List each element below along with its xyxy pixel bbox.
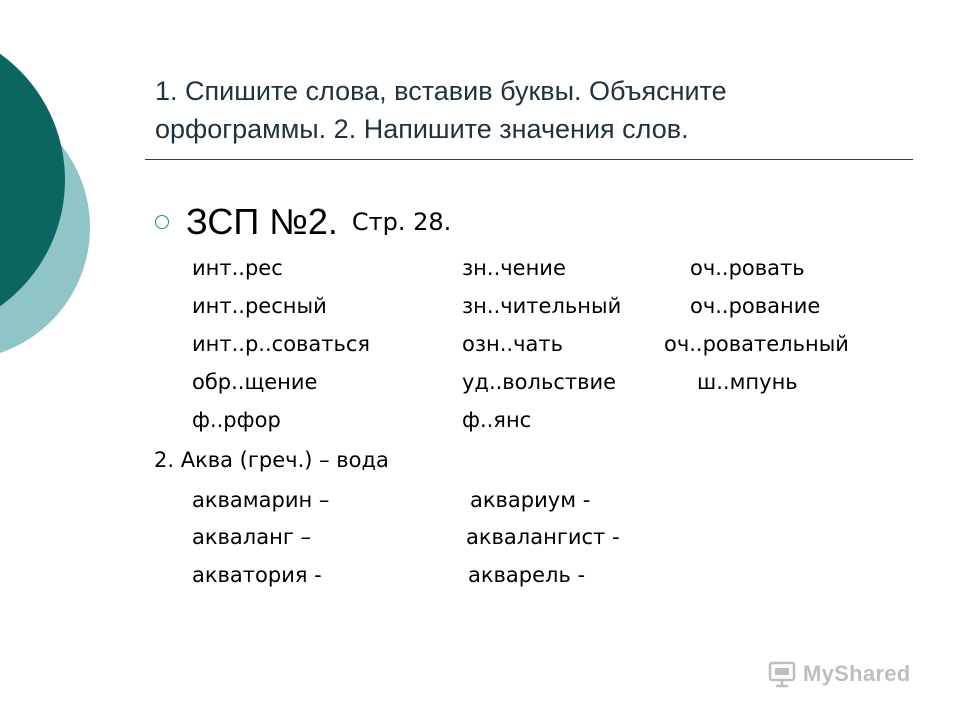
circle-bullet-icon (155, 215, 169, 229)
word-col3-row1: оч..ровать (690, 256, 805, 280)
aqua-col2-row1: аквариум - (470, 488, 591, 512)
word-col1-row5: ф..рфор (192, 408, 281, 432)
word-col2-row5: ф..янс (462, 408, 532, 432)
presentation-icon (767, 659, 797, 689)
watermark-text: MyShared (803, 661, 911, 686)
heading-page: Стр. 28. (351, 208, 452, 236)
aqua-col1-row3: акватория - (192, 563, 322, 587)
word-col3-row3: оч..ровательный (664, 332, 849, 356)
aqua-col1-row1: аквамарин – (192, 488, 330, 512)
section2-title: 2. Аква (греч.) – вода (154, 448, 389, 472)
aqua-col2-row2: аквалангист - (466, 525, 620, 549)
word-col3-row2: оч..рование (690, 294, 821, 318)
word-col2-row2: зн..чительный (462, 294, 622, 318)
title-divider (145, 159, 913, 160)
slide-title-line-1: 1. Спишите слова, вставив буквы. Объясните (155, 76, 727, 106)
word-col2-row3: озн..чать (462, 332, 563, 356)
word-col2-row4: уд..вольствие (462, 370, 617, 394)
word-col1-row2: инт..ресный (192, 294, 327, 318)
slide-title-line-2: орфограммы. 2. Напишите значения слов. (155, 114, 689, 144)
section-heading (155, 200, 451, 244)
word-col1-row1: инт..рес (192, 256, 283, 280)
aqua-col2-row3: акварель - (468, 563, 586, 587)
heading-zsp: ЗСП №2. (186, 201, 338, 242)
word-col1-row3: инт..р..соваться (192, 332, 371, 356)
myshared-watermark (767, 658, 911, 690)
slide-title (155, 72, 875, 148)
word-col1-row4: обр..щение (192, 370, 318, 394)
aqua-col1-row2: акваланг – (192, 525, 312, 549)
word-col3-row4: ш..мпунь (697, 370, 798, 394)
word-col2-row1: зн..чение (462, 256, 566, 280)
